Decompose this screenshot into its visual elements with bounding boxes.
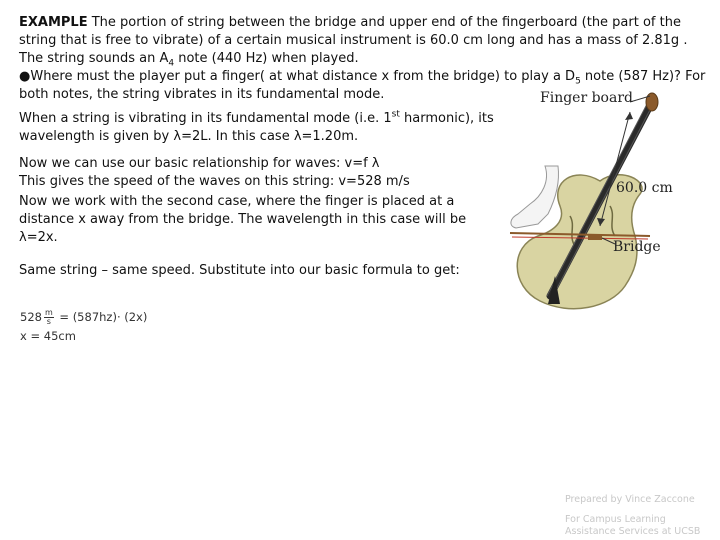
para1-text-1: When a string is vibrating in its fundamental mode (i.e. 1 — [19, 111, 392, 126]
wave-speed-line: This gives the speed of the waves on this string: v=528 m/s — [19, 174, 410, 189]
bridge — [588, 234, 602, 240]
intro-text-2: note (440 Hz) when played. — [174, 51, 359, 66]
fingerboard-label: Finger board — [540, 90, 633, 106]
footer-author: Prepared by Vince Zaccone — [565, 494, 695, 505]
wave-speed-paragraph — [19, 155, 519, 191]
example-heading: EXAMPLE — [19, 15, 88, 30]
formula-equation — [20, 309, 147, 329]
scroll-icon — [646, 93, 658, 111]
hand-icon — [511, 166, 559, 228]
harmonic-superscript: st — [391, 109, 400, 120]
length-label: 60.0 cm — [616, 180, 673, 196]
intro-text-3: Where must the player put a finger( at what distance x from the bridge) to play a D — [30, 69, 576, 84]
formula-unit — [44, 309, 54, 326]
formula-result: x = 45cm — [20, 329, 76, 343]
footer-affiliation: For Campus Learning Assistance Services at UCSB — [565, 514, 701, 537]
cello-figure — [490, 86, 720, 326]
note-subscript-d: 5 — [575, 76, 581, 87]
arrow-head-top-icon — [625, 112, 633, 120]
para1-text-2: harmonic), its wavelength is given by λ=2L. In this case λ=1.20m. — [19, 111, 494, 144]
second-case-paragraph: Now we work with the second case, where the finger is placed at a distance x away from the bridge. The wavelength in this case will be λ=2x. — [19, 194, 467, 245]
intro-text-4: note (587 Hz)? For both notes, the string vibrates in its fundamental mode. — [19, 69, 706, 102]
bullet-icon: ● — [19, 69, 31, 84]
fundamental-mode-paragraph — [19, 110, 519, 146]
substitute-paragraph: Same string – same speed. Substitute into our basic formula to get: — [19, 263, 460, 278]
formula-unit-num: m — [44, 308, 53, 317]
formula-image — [20, 309, 147, 349]
formula-lhs: 528 — [20, 310, 42, 324]
bridge-label: Bridge — [613, 239, 661, 255]
note-subscript-a: 4 — [168, 58, 175, 69]
formula-unit-den: s — [46, 317, 51, 326]
wave-relationship-line: Now we can use our basic relationship for waves: v=f λ — [19, 156, 380, 171]
formula-rhs: = (587hz)· (2x) — [59, 310, 148, 324]
intro-text-1: The portion of string between the bridge and upper end of the fingerboard (the part of the string that is free to vibrate) of a certain musical instrument is 60.0 cm long and has a mass of 2.81g . The string sounds an A — [19, 15, 688, 66]
